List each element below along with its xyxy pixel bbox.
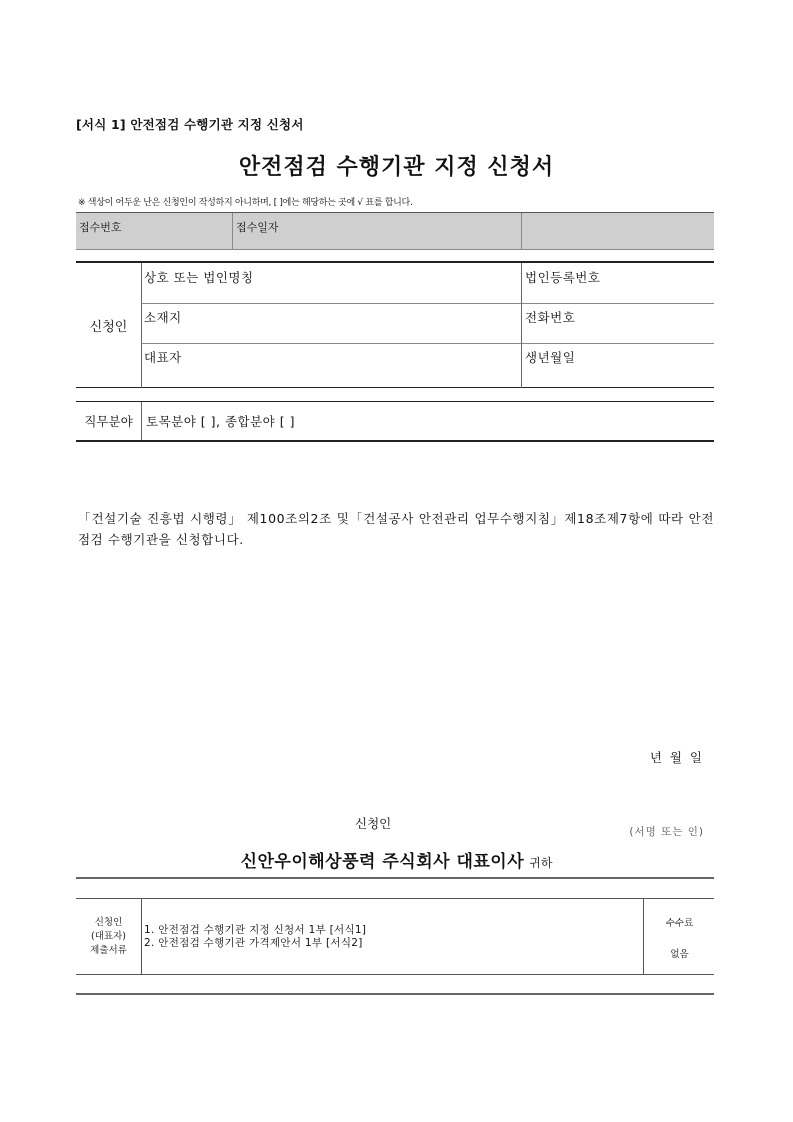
receipt-date-cell xyxy=(233,213,522,249)
attachment-doc-2: 2. 안전점검 수행기관 가격제안서 1부 [서식2] xyxy=(144,936,363,949)
page-title: 안전점검 수행기관 지정 신청서 xyxy=(238,155,555,180)
applicant-section-label: 신청인 xyxy=(76,263,142,388)
corp-reg-field[interactable] xyxy=(522,263,714,303)
attachments-label-line1: 신청인 xyxy=(94,916,123,928)
applicant-sign-label: 신청인 xyxy=(355,816,392,831)
fee-value: 없음 xyxy=(670,949,689,960)
representative-field[interactable] xyxy=(141,343,522,388)
attachments-label-line3: 제출서류 xyxy=(90,944,127,956)
applicant-row-company xyxy=(141,263,714,304)
applicant-table xyxy=(76,261,714,388)
birthdate-field[interactable] xyxy=(522,343,714,388)
receipt-row xyxy=(76,212,714,250)
receipt-number-cell xyxy=(76,213,233,249)
corp-reg-label: 법인등록번호 xyxy=(525,270,601,285)
job-field-label: 직무분야 xyxy=(76,402,142,440)
attachments-docs xyxy=(144,899,644,974)
fee-cell xyxy=(643,899,715,974)
receipt-number-label: 접수번호 xyxy=(79,221,122,234)
company-name-label: 상호 또는 법인명칭 xyxy=(144,270,254,285)
applicant-row-address xyxy=(141,303,714,344)
job-field-options[interactable]: 토목분야 [ ], 종합분야 [ ] xyxy=(146,414,295,429)
phone-label: 전화번호 xyxy=(525,310,576,325)
attachments-label xyxy=(76,899,142,974)
application-statement: 「건설기술 진흥법 시행령」 제100조의2조 및「건설공사 안전관리 업무수행지침」제18조제7항에 따라 안전점검 수행기관을 신청합니다. xyxy=(78,511,714,547)
address-field[interactable] xyxy=(141,303,522,343)
applicant-row-representative xyxy=(141,343,714,388)
company-name-field[interactable] xyxy=(141,263,522,303)
receipt-blank-cell xyxy=(522,213,714,249)
form-label: [서식 1] 안전점검 수행기관 지정 신청서 xyxy=(76,117,304,132)
attachment-doc-1: 1. 안전점검 수행기관 지정 신청서 1부 [서식1] xyxy=(144,923,367,936)
addressee xyxy=(0,847,793,872)
attachments-spacer-row xyxy=(76,879,714,899)
attachments-table xyxy=(76,877,714,995)
phone-field[interactable] xyxy=(522,303,714,343)
fee-label: 수수료 xyxy=(665,918,694,929)
instruction-note: ※ 색상이 어두운 난은 신청인이 작성하지 아니하며, [ ]에는 해당하는 곳에 √ 표를 합니다. xyxy=(78,198,413,208)
job-field-table xyxy=(76,401,714,442)
attachments-label-line2: (대표자) xyxy=(91,930,126,942)
addressee-name: 신안우이해상풍력 주식회사 대표이사 xyxy=(240,852,525,872)
signature-hint: (서명 또는 인) xyxy=(629,826,704,838)
representative-label: 대표자 xyxy=(144,350,182,365)
attachments-bottom-rule xyxy=(76,974,714,975)
addressee-suffix: 귀하 xyxy=(529,856,553,870)
date-line: 년 월 일 xyxy=(649,750,704,765)
birthdate-label: 생년월일 xyxy=(525,350,576,365)
address-label: 소재지 xyxy=(144,310,182,325)
receipt-date-label: 접수일자 xyxy=(236,221,279,234)
